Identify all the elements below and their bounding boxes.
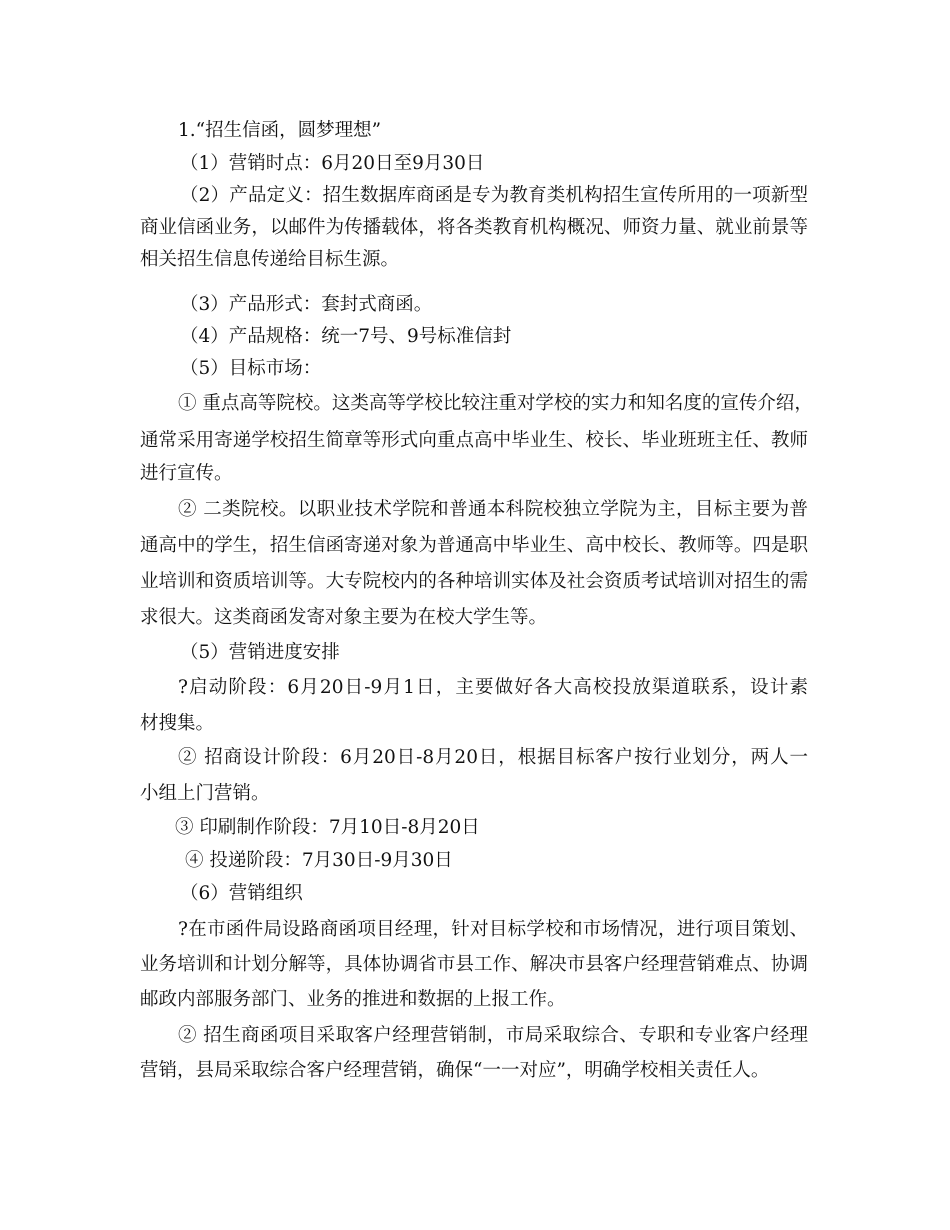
paragraph-line: （4）产品规格：统一7号、9号标准信封	[180, 326, 512, 347]
paragraph-line: 邮政内部服务部门、业务的推进和数据的上报工作。	[140, 989, 566, 1010]
paragraph-line: 求很大。这类商函发寄对象主要为在校大学生等。	[140, 607, 548, 628]
paragraph-line: 商业信函业务，以邮件为传播载体，将各类教育机构概况、师资力量、就业前景等	[140, 217, 808, 238]
paragraph-line: 进行宣传。	[140, 463, 233, 484]
paragraph-line: （3）产品形式：套封式商函。	[180, 294, 433, 315]
paragraph-line: 营销，县局采取综合客户经理营销，确保“一一对应”，明确学校相关责任人。	[140, 1060, 770, 1081]
paragraph-line: ② 招生商函项目采取客户经理营销制，市局采取综合、专职和专业客户经理	[178, 1025, 808, 1046]
paragraph-line: （5）营销进度安排	[180, 642, 340, 663]
paragraph-line: 业培训和资质培训等。大专院校内的各种培训实体及社会资质考试培训对招生的需	[140, 571, 808, 592]
paragraph-line: ② 二类院校。以职业技术学院和普通本科院校独立学院为主，目标主要为普	[178, 499, 808, 520]
paragraph-line: ④ 投递阶段：7月30日-9月30日	[185, 850, 453, 871]
section-heading: 1.“招生信函，圆梦理想”	[178, 120, 382, 141]
paragraph-line: （1）营销时点：6月20日至9月30日	[180, 153, 485, 174]
paragraph-line: 小组上门营销。	[140, 783, 270, 804]
paragraph-line: （5）目标市场：	[180, 358, 322, 379]
paragraph-line: ?启动阶段：6月20日-9月1日，主要做好各大高校投放渠道联系，设计素	[178, 677, 808, 698]
paragraph-line: ③ 印刷制作阶段：7月10日-8月20日	[175, 817, 480, 838]
paragraph-line: （2）产品定义：招生数据库商函是专为教育类机构招生宣传所用的一项新型	[180, 185, 808, 206]
paragraph-line: 材搜集。	[140, 713, 215, 734]
paragraph-line: 通高中的学生，招生信函寄递对象为普通高中毕业生、高中校长、教师等。四是职	[140, 535, 808, 556]
paragraph-line: 通常采用寄递学校招生简章等形式向重点高中毕业生、校长、毕业班班主任、教师	[140, 430, 808, 451]
paragraph-line: 相关招生信息传递给目标生源。	[140, 249, 400, 270]
paragraph-line: ② 招商设计阶段：6月20日-8月20日，根据目标客户按行业划分，两人一	[178, 747, 808, 768]
paragraph-line: ?在市函件局设路商函项目经理，针对目标学校和市场情况，进行项目策划、	[178, 919, 808, 940]
paragraph-line: 业务培训和计划分解等，具体协调省市县工作、解决市县客户经理营销难点、协调	[140, 954, 808, 975]
paragraph-line: （6）营销组织	[180, 883, 303, 904]
paragraph-line: ① 重点高等院校。这类高等学校比较注重对学校的实力和知名度的宣传介绍，	[178, 393, 813, 414]
